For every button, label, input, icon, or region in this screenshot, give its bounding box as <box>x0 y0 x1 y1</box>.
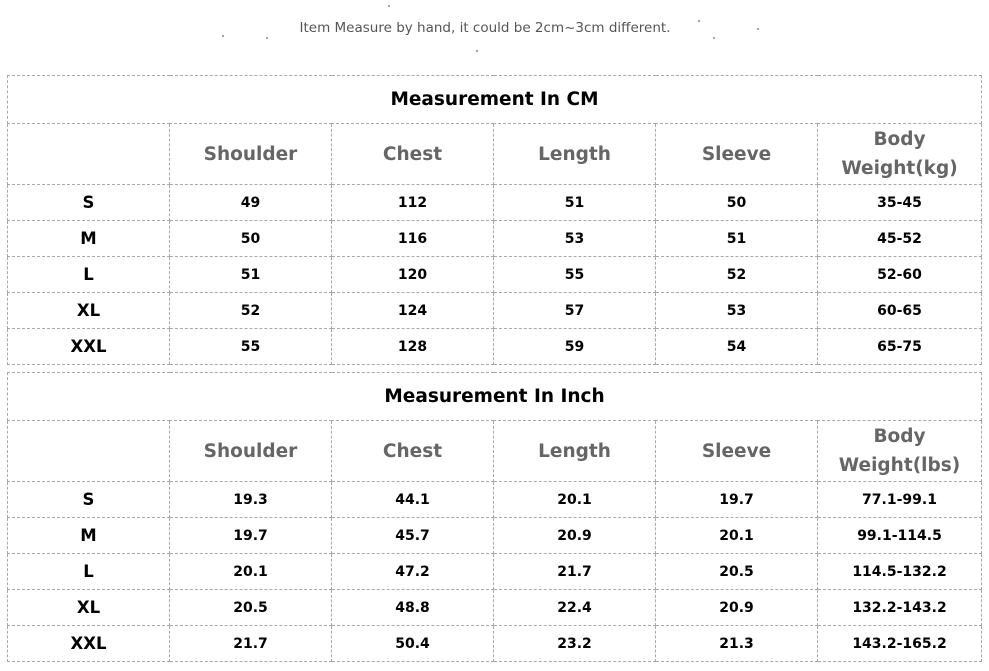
sleeve-value: 54 <box>656 329 818 365</box>
shoulder-value: 49 <box>170 185 332 221</box>
length-value: 57 <box>494 293 656 329</box>
header-row <box>8 124 982 185</box>
header-body-weight <box>818 124 982 185</box>
weight-value: 35-45 <box>818 185 982 221</box>
length-value: 21.7 <box>494 554 656 590</box>
table-row <box>8 626 982 662</box>
size-label: L <box>8 554 170 590</box>
sleeve-value: 20.9 <box>656 590 818 626</box>
table-row <box>8 293 982 329</box>
weight-value: 45-52 <box>818 221 982 257</box>
weight-value: 114.5-132.2 <box>818 554 982 590</box>
speck <box>388 5 390 7</box>
chest-value: 45.7 <box>332 518 494 554</box>
shoulder-value: 20.1 <box>170 554 332 590</box>
shoulder-value: 20.5 <box>170 590 332 626</box>
weight-value: 132.2-143.2 <box>818 590 982 626</box>
table-row <box>8 554 982 590</box>
size-label: XL <box>8 590 170 626</box>
header-body-weight-line1: Body <box>873 426 926 447</box>
header-shoulder: Shoulder <box>170 124 332 185</box>
shoulder-value: 21.7 <box>170 626 332 662</box>
weight-value: 65-75 <box>818 329 982 365</box>
table-row <box>8 257 982 293</box>
weight-value: 52-60 <box>818 257 982 293</box>
header-cell <box>8 421 170 482</box>
header-sleeve: Sleeve <box>656 421 818 482</box>
speck <box>266 37 268 39</box>
measurement-note: Item Measure by hand, it could be 2cm~3cm different. <box>299 20 671 36</box>
size-table-cm <box>7 75 982 365</box>
chest-value: 116 <box>332 221 494 257</box>
sleeve-value: 21.3 <box>656 626 818 662</box>
table-title: Measurement In CM <box>8 76 982 124</box>
size-label: XL <box>8 293 170 329</box>
header-length: Length <box>494 124 656 185</box>
weight-value: 60-65 <box>818 293 982 329</box>
size-label: S <box>8 185 170 221</box>
length-value: 59 <box>494 329 656 365</box>
sleeve-value: 20.5 <box>656 554 818 590</box>
size-label: XXL <box>8 626 170 662</box>
weight-value: 143.2-165.2 <box>818 626 982 662</box>
shoulder-value: 19.7 <box>170 518 332 554</box>
shoulder-value: 55 <box>170 329 332 365</box>
chest-value: 48.8 <box>332 590 494 626</box>
sleeve-value: 52 <box>656 257 818 293</box>
header-row <box>8 421 982 482</box>
chest-value: 47.2 <box>332 554 494 590</box>
chest-value: 128 <box>332 329 494 365</box>
weight-value: 99.1-114.5 <box>818 518 982 554</box>
header-body-weight <box>818 421 982 482</box>
header-chest: Chest <box>332 421 494 482</box>
table-row <box>8 329 982 365</box>
sleeve-value: 51 <box>656 221 818 257</box>
shoulder-value: 51 <box>170 257 332 293</box>
table-row <box>8 482 982 518</box>
size-table-inch <box>7 372 982 662</box>
sleeve-value: 19.7 <box>656 482 818 518</box>
header-body-weight-line2: Weight(kg) <box>841 158 958 179</box>
table-row <box>8 590 982 626</box>
sleeve-value: 53 <box>656 293 818 329</box>
header-shoulder: Shoulder <box>170 421 332 482</box>
chest-value: 44.1 <box>332 482 494 518</box>
size-label: L <box>8 257 170 293</box>
table-row <box>8 185 982 221</box>
header-length: Length <box>494 421 656 482</box>
weight-value: 77.1-99.1 <box>818 482 982 518</box>
header-chest: Chest <box>332 124 494 185</box>
length-value: 55 <box>494 257 656 293</box>
chest-value: 120 <box>332 257 494 293</box>
shoulder-value: 50 <box>170 221 332 257</box>
size-label: S <box>8 482 170 518</box>
length-value: 20.9 <box>494 518 656 554</box>
header-sleeve: Sleeve <box>656 124 818 185</box>
header-body-weight-line1: Body <box>873 129 926 150</box>
header-body-weight-line2: Weight(lbs) <box>838 455 961 476</box>
speck <box>713 37 715 39</box>
header-cell <box>8 124 170 185</box>
table-row <box>8 221 982 257</box>
chest-value: 112 <box>332 185 494 221</box>
length-value: 23.2 <box>494 626 656 662</box>
sleeve-value: 50 <box>656 185 818 221</box>
length-value: 51 <box>494 185 656 221</box>
length-value: 22.4 <box>494 590 656 626</box>
shoulder-value: 52 <box>170 293 332 329</box>
speck <box>476 50 478 52</box>
shoulder-value: 19.3 <box>170 482 332 518</box>
length-value: 53 <box>494 221 656 257</box>
table-title: Measurement In Inch <box>8 373 982 421</box>
length-value: 20.1 <box>494 482 656 518</box>
size-label: XXL <box>8 329 170 365</box>
chest-value: 50.4 <box>332 626 494 662</box>
chest-value: 124 <box>332 293 494 329</box>
table-row <box>8 518 982 554</box>
size-label: M <box>8 221 170 257</box>
sleeve-value: 20.1 <box>656 518 818 554</box>
size-label: M <box>8 518 170 554</box>
